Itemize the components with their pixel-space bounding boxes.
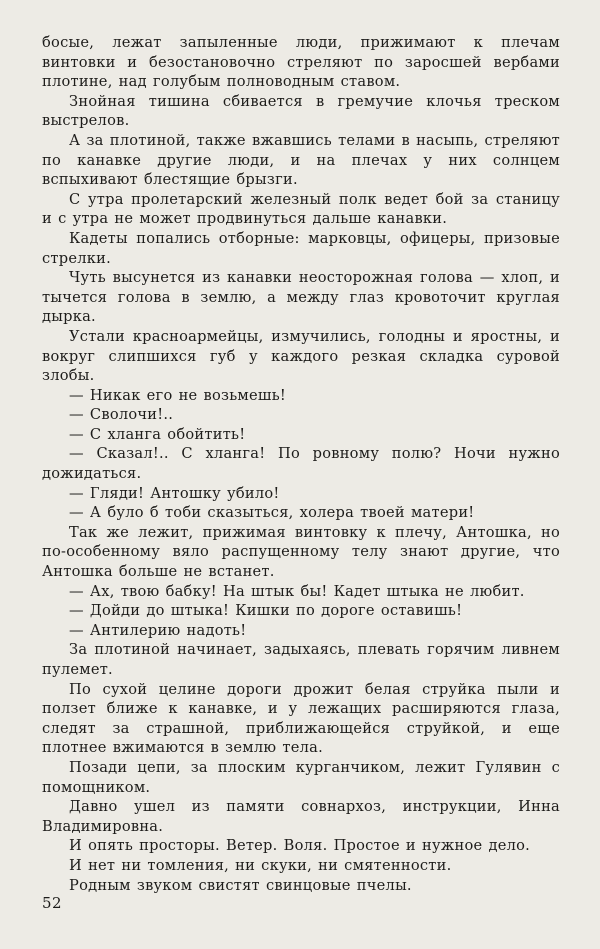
paragraph: По сухой целине дороги дрожит белая струйка пыли и ползет ближе к канавке, и у лежащих расширяются глаза, следят за страшной, приближающейся струйкой, и еще плотнее вжимаются в землю тела. — [42, 680, 560, 757]
paragraph: Устали красноармейцы, измучились, голодны и яростны, и вокруг слипшихся губ у каждого резкая складка суровой злобы. — [42, 327, 560, 385]
paragraph: Давно ушел из памяти совнархоз, инструкции, Инна Владимировна. — [42, 798, 560, 835]
paragraph-dialogue: — С хланга обойтить! — [69, 425, 246, 443]
page-number: 52 — [42, 894, 63, 912]
paragraph: Кадеты попались отборные: марковцы, офицеры, призовые стрелки. — [42, 229, 560, 267]
paragraph-dialogue: — Сказал!.. С хланга! По ровному полю? Ночи нужно дожидаться. — [42, 445, 560, 483]
paragraph-dialogue: — Никак его не возьмешь! — [69, 386, 287, 404]
paragraph-dialogue: — Сволочи!.. — [69, 406, 174, 424]
paragraph: Чуть высунется из канавки неосторожная голова — хлоп, и тычется голова в землю, а между глаз кровоточит круглая дырка. — [42, 269, 560, 326]
paragraph: С утра пролетарский железный полк ведет бой за станицу и с утра не может продвинуться дальше канавки. — [42, 190, 560, 228]
paragraph: Родным звуком свистят свинцовые пчелы. — [69, 876, 412, 894]
paragraph: И опять просторы. Ветер. Воля. Простое и нужное дело. — [69, 837, 531, 855]
paragraph-dialogue: — Гляди! Антошку убило! — [69, 484, 280, 502]
paragraph: А за плотиной, также вжавшись телами в насыпь, стреляют по канавке другие люди, и на плечах у них солнцем вспыхивают блестящие брызги. — [42, 131, 560, 189]
paragraph-dialogue: — А було б тоби сказыться, холера твоей матери! — [69, 504, 475, 522]
paragraph: босые, лежат запыленные люди, прижимают к плечам винтовки и безостановочно стреляют по заросшей вербами плотине, над голубым полноводным ставом. — [42, 34, 560, 91]
paragraph: И нет ни томления, ни скуки, ни смятенности. — [69, 856, 452, 874]
paragraph: За плотиной начинает, задыхаясь, плевать горячим ливнем пулемет. — [42, 641, 560, 678]
page-text — [42, 33, 560, 895]
paragraph: Позади цепи, за плоским курганчиком, лежит Гулявин с помощником. — [42, 758, 560, 796]
paragraph-dialogue: — Ах, твою бабку! На штык бы! Кадет штыка не любит. — [69, 582, 525, 600]
paragraph-dialogue: — Антилерию надоть! — [69, 621, 247, 639]
paragraph-dialogue: — Дойди до штыка! Кишки по дороге оставишь! — [69, 602, 463, 620]
paragraph: Так же лежит, прижимая винтовку к плечу, Антошка, но по-особенному вяло распущенному телу знают другие, что Антошка больше не встанет. — [42, 523, 560, 581]
paragraph: Знойная тишина сбивается в гремучие клочья треском выстрелов. — [42, 92, 560, 130]
